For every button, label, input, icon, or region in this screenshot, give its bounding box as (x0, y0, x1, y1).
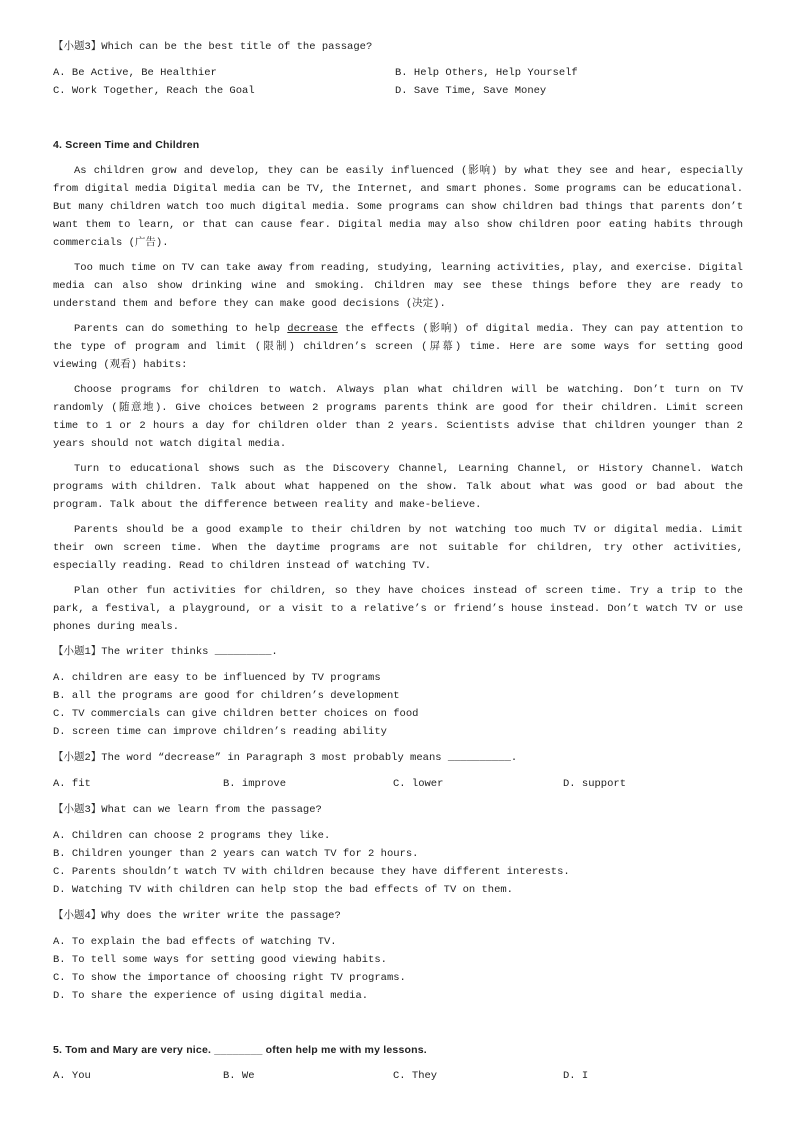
option-c[interactable]: C. Work Together, Reach the Goal (53, 85, 255, 97)
option-b[interactable]: B. improve (223, 778, 287, 790)
option-b[interactable]: B. Children younger than 2 years can watch TV for 2 hours. (53, 848, 419, 860)
paragraph-3-start: Parents can do something to help (74, 323, 288, 335)
option-d[interactable]: D. To share the experience of using digital media. (53, 990, 369, 1002)
answer-options (53, 64, 743, 100)
option-c[interactable]: C. They (393, 1070, 438, 1082)
answer-options (53, 669, 743, 741)
option-b[interactable]: B. To tell some ways for setting good viewing habits. (53, 954, 387, 966)
answer-options (53, 933, 743, 1005)
option-b[interactable]: B. We (223, 1070, 255, 1082)
option-b[interactable]: B. Help Others, Help Yourself (395, 67, 578, 79)
paragraph-3-end: the effects (影响) of digital media. They can pay attention to the type of program and limit (限制) children’s screen (屏幕) time. Here are some ways for setting good viewing (观看) habits: (53, 323, 743, 371)
paragraph-5: Turn to educational shows such as the Discovery Channel, Learning Channel, or History Channel. Watch programs with children. Talk about what happened on the show. Talk about what was good or bad about the program. Talk about the difference between reality and make-believe. (53, 463, 743, 511)
option-c[interactable]: C. TV commercials can give children better choices on food (53, 708, 419, 720)
paragraph-3 (53, 320, 743, 374)
option-a[interactable]: A. To explain the bad effects of watching TV. (53, 936, 337, 948)
section-title: 5. Tom and Mary are very nice. ________ often help me with my lessons. (53, 1044, 427, 1056)
paragraph-6: Parents should be a good example to their children by not watching too much TV or digital media. Limit their own screen time. When the daytime programs are not suitable for children, try other activities, especially reading. Read to children instead of watching TV. (53, 524, 743, 572)
paragraph-2: Too much time on TV can take away from reading, studying, learning activities, play, and exercise. Digital media can also show drinking wine and smoking. Children may see these things before they are ready to understand them and before they can make good decisions (决定). (53, 262, 743, 310)
option-d[interactable]: D. Save Time, Save Money (395, 85, 547, 97)
option-d[interactable]: D. screen time can improve children’s reading ability (53, 726, 387, 738)
option-c[interactable]: C. Parents shouldn’t watch TV with children because they have different interests. (53, 866, 570, 878)
option-a[interactable]: A. You (53, 1070, 91, 1082)
option-a[interactable]: A. fit (53, 778, 91, 790)
answer-options (53, 1067, 743, 1085)
option-a[interactable]: A. Be Active, Be Healthier (53, 67, 217, 79)
underlined-word: decrease (287, 323, 338, 335)
option-d[interactable]: D. I (563, 1070, 589, 1082)
question-stem: 【小题2】The word “decrease” in Paragraph 3 most probably means __________. (53, 752, 518, 764)
answer-options (53, 775, 743, 793)
paragraph-1: As children grow and develop, they can be easily influenced (影响) by what they see and hear, especially from digital media Digital media can be TV, the Internet, and smart phones. Some programs can be educational. But many children watch too much digital media. Some programs can show children bad things that parents don’t want them to learn, or that can cause fear. Digital media may also show children poor eating habits through commercials (广告). (53, 165, 743, 249)
option-b[interactable]: B. all the programs are good for children’s development (53, 690, 400, 702)
answer-options (53, 827, 743, 899)
paragraph-7: Plan other fun activities for children, so they have choices instead of screen time. Try a trip to the park, a festival, a playground, or a visit to a relative’s or friend’s house instead. Don’t watch TV or use phones during meals. (53, 585, 743, 633)
question-stem: 【小题4】Why does the writer write the passage? (53, 910, 341, 922)
option-c[interactable]: C. lower (393, 778, 444, 790)
question-stem: 【小题3】What can we learn from the passage? (53, 804, 322, 816)
question-stem: 【小题1】The writer thinks _________. (53, 646, 278, 658)
option-c[interactable]: C. To show the importance of choosing right TV programs. (53, 972, 406, 984)
question-stem: 【小题3】Which can be the best title of the passage? (53, 41, 373, 53)
option-a[interactable]: A. Children can choose 2 programs they like. (53, 830, 331, 842)
option-a[interactable]: A. children are easy to be influenced by TV programs (53, 672, 381, 684)
paragraph-4: Choose programs for children to watch. Always plan what children will be watching. Don’t turn on TV randomly (随意地). Give choices between 2 programs parents think are good for their children. Limit screen time to 1 or 2 hours a day for children older than 2 years. Scientists advise that children younger than 2 years should not watch digital media. (53, 384, 743, 450)
option-d[interactable]: D. support (563, 778, 627, 790)
worksheet-page (53, 38, 743, 1085)
option-d[interactable]: D. Watching TV with children can help stop the bad effects of TV on them. (53, 884, 513, 896)
section-title: 4. Screen Time and Children (53, 139, 200, 151)
